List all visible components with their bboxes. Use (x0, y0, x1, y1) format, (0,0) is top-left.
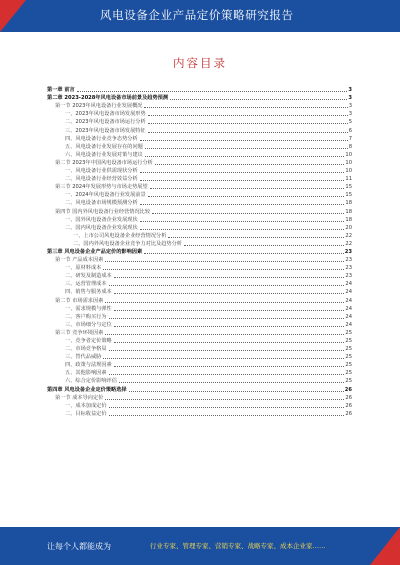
toc-entry-page: 18 (345, 208, 352, 215)
toc-entry-label: 第二章 2023-2028年风电设备市场前景及趋势预测 (47, 95, 169, 102)
toc-entry-page: 26 (344, 386, 352, 393)
toc-entry-page: 26 (345, 394, 352, 401)
toc-entry[interactable] (47, 361, 352, 369)
toc-entry-page: 23 (345, 273, 352, 280)
toc-leader-dots (109, 350, 345, 351)
toc-entry-label: 第三章 风电设备企业产品定价的影响因素 (47, 248, 143, 255)
toc-entry[interactable] (47, 86, 352, 94)
toc-entry-page: 3 (348, 111, 352, 118)
toc-entry-label: 第二节 市场需求因素 (55, 297, 104, 304)
toc-entry[interactable] (47, 248, 352, 256)
toc-entry-page: 25 (345, 346, 352, 353)
toc-entry-page: 20 (345, 224, 352, 231)
toc-entry[interactable] (47, 280, 352, 288)
toc-entry[interactable] (47, 118, 352, 126)
toc-entry[interactable] (47, 110, 352, 118)
toc-entry-label: 四、销售与服务成本 (65, 289, 112, 296)
toc-entry-page: 25 (345, 370, 352, 377)
toc-entry-page: 25 (345, 338, 352, 344)
report-header (0, 0, 400, 32)
toc-entry-page: 18 (345, 216, 352, 223)
toc-entry-label: 一、竞争者定价策略 (65, 338, 112, 344)
toc-entry-page: 3 (348, 95, 352, 102)
toc-entry-label: 二、风电设备行业经营效益分析 (65, 176, 138, 183)
toc-leader-dots (140, 221, 345, 222)
toc-leader-dots (145, 148, 348, 149)
toc-entry[interactable] (47, 402, 352, 410)
toc-entry-label: 二、国内外风电设备企业竞争力对比及趋势分析 (73, 240, 182, 247)
toc-entry-label: 二、目标收益定价 (65, 410, 107, 417)
toc-entry-page: 23 (345, 265, 352, 272)
toc-entry[interactable] (47, 216, 352, 224)
toc-leader-dots (114, 326, 345, 327)
toc-leader-dots (168, 237, 344, 238)
toc-entry-label: 第二节 2023年中国风电设备市场运行分析 (55, 159, 153, 166)
toc-entry-label: 一、国外风电设备企业发展现状 (65, 216, 138, 223)
toc-entry-page: 25 (345, 378, 352, 385)
toc-leader-dots (119, 382, 345, 383)
toc-entry[interactable] (47, 167, 352, 175)
toc-leader-dots (140, 204, 345, 205)
toc-entry-label: 一、成本加成定价 (65, 402, 107, 409)
toc-entry-page: 10 (345, 151, 352, 158)
toc-entry[interactable] (47, 337, 352, 345)
toc-leader-dots (148, 123, 348, 124)
footer-lead: 让每个人都能成为 (47, 542, 111, 551)
toc-leader-dots (140, 140, 348, 141)
toc-entry[interactable] (47, 191, 352, 199)
toc-entry-page: 8 (348, 143, 352, 150)
toc-entry[interactable] (47, 126, 352, 134)
toc-entry[interactable] (47, 296, 352, 304)
toc-entry-page: 26 (345, 402, 352, 409)
toc-leader-dots (150, 188, 345, 189)
toc-leader-dots (129, 391, 344, 392)
toc-leader-dots (170, 99, 347, 100)
toc-entry[interactable] (47, 329, 352, 337)
toc-entry[interactable] (47, 353, 352, 361)
toc-entry-label: 五、其他影响因素 (65, 370, 107, 377)
toc-entry[interactable] (47, 288, 352, 296)
toc-entry[interactable] (47, 410, 352, 418)
toc-entry-page: 3 (348, 87, 352, 94)
toc-entry-label: 一、2023年风电设备市场发展形势 (65, 111, 146, 118)
toc-leader-dots (105, 302, 344, 303)
toc-entry[interactable] (47, 321, 352, 329)
toc-entry[interactable] (47, 175, 352, 183)
toc-leader-dots (155, 164, 345, 165)
toc-entry-label: 五、风电设备行业发展存在的问题 (65, 143, 143, 150)
toc-entry-page: 15 (345, 192, 352, 199)
toc-leader-dots (114, 342, 345, 343)
toc-entry[interactable] (47, 345, 352, 353)
toc-leader-dots (105, 261, 344, 262)
toc-leader-dots (109, 285, 345, 286)
toc-entry[interactable] (47, 135, 352, 143)
toc-leader-dots (144, 253, 344, 254)
toc-entry-label: 一、需求规模与弹性 (65, 305, 112, 312)
footer-accent (370, 527, 400, 565)
toc-entry-label: 第一节 成本导向定价 (55, 394, 104, 401)
toc-entry[interactable] (47, 305, 352, 313)
report-footer (0, 527, 400, 565)
toc-leader-dots (184, 245, 344, 246)
toc-entry-label: 第三节 2024年发展形势与市场走势展望 (55, 184, 148, 191)
toc-leader-dots (114, 310, 345, 311)
toc-leader-dots (140, 172, 345, 173)
toc-leader-dots (148, 196, 345, 197)
toc-entry-page: 22 (345, 240, 352, 247)
toc-entry-page: 18 (345, 200, 352, 207)
toc-entry[interactable] (47, 240, 352, 248)
toc-entry-page: 24 (345, 321, 352, 328)
toc-entry-label: 第一节 产品成本因素 (55, 257, 104, 264)
footer-tagline: 行业专家、管理专家、营销专家、战略专家、成本企业家…… (150, 542, 326, 550)
toc-entry[interactable] (47, 232, 352, 240)
toc-entry[interactable] (47, 313, 352, 321)
report-title: 风电设备企业产品定价策略研究报告 (100, 8, 294, 22)
toc-entry-label: 三、2023年风电设备市场发展特征 (65, 127, 146, 134)
toc-entry-page: 24 (345, 313, 352, 320)
toc-heading: 内容目录 (173, 56, 227, 70)
toc-leader-dots (109, 415, 345, 416)
toc-entry-label: 二、2023年风电设备市场运行分析 (65, 119, 146, 126)
toc-entry-page: 24 (345, 297, 352, 304)
toc-leader-dots (109, 318, 345, 319)
header-accent (0, 0, 26, 32)
toc-entry-page: 10 (345, 159, 352, 166)
toc-entry-label: 一、风电设备行业供需现状分析 (65, 168, 138, 175)
toc-leader-dots (148, 132, 348, 133)
toc-entry-label: 六、风电设备行业发展对策与建议 (65, 151, 143, 158)
toc-leader-dots (140, 229, 345, 230)
toc-entry-label: 四、风电设备行业竞争态势分析 (65, 135, 138, 142)
toc-leader-dots (114, 366, 345, 367)
toc-entry-label: 第一章 前言 (47, 87, 75, 94)
toc-entry-label: 一、2024年风电设备行业发展前景 (65, 192, 146, 199)
table-of-contents (47, 86, 352, 418)
toc-entry[interactable] (47, 272, 352, 280)
toc-entry-label: 四、政策与法规因素 (65, 362, 112, 369)
toc-entry[interactable] (47, 102, 352, 110)
toc-leader-dots (105, 334, 344, 335)
toc-entry-page: 7 (348, 135, 352, 142)
toc-entry[interactable] (47, 151, 352, 159)
toc-entry-page: 11 (345, 176, 352, 183)
toc-leader-dots (77, 91, 348, 92)
toc-leader-dots (103, 269, 344, 270)
toc-entry-page: 23 (344, 248, 352, 255)
toc-entry-page: 15 (345, 184, 352, 191)
toc-entry-label: 第四节 国内外风电设备行业经营情况比较 (55, 208, 151, 215)
toc-entry[interactable] (47, 394, 352, 402)
toc-entry-page: 23 (345, 257, 352, 264)
toc-leader-dots (105, 399, 344, 400)
toc-entry-label: 一、上市公司风电设备企业经营情况分析 (73, 232, 167, 239)
toc-entry-page: 10 (345, 168, 352, 175)
toc-entry[interactable] (47, 143, 352, 151)
toc-entry-page: 25 (345, 329, 352, 336)
toc-entry[interactable] (47, 377, 352, 385)
toc-leader-dots (114, 277, 345, 278)
toc-leader-dots (148, 115, 348, 116)
toc-leader-dots (109, 374, 345, 375)
toc-entry-page: 24 (345, 289, 352, 296)
toc-entry-label: 一、原材料成本 (65, 265, 102, 272)
toc-entry-label: 二、风电设备市场规模预测分析 (65, 200, 138, 207)
toc-entry[interactable] (47, 183, 352, 191)
toc-entry-label: 六、综合定价影响评估 (65, 378, 117, 385)
toc-leader-dots (109, 407, 345, 408)
toc-entry-label: 三、运营管理成本 (65, 281, 107, 288)
toc-entry-page: 25 (345, 354, 352, 361)
toc-entry-page: 22 (345, 232, 352, 239)
toc-entry[interactable] (47, 264, 352, 272)
toc-entry-label: 三、市场细分与定位 (65, 321, 112, 328)
toc-leader-dots (145, 156, 345, 157)
toc-entry-page: 5 (348, 119, 352, 126)
toc-leader-dots (152, 213, 344, 214)
toc-entry-label: 三、替代品威胁 (65, 354, 102, 361)
toc-entry-label: 二、客户购买行为 (65, 313, 107, 320)
toc-entry[interactable] (47, 159, 352, 167)
toc-leader-dots (114, 293, 345, 294)
toc-entry-page: 24 (345, 281, 352, 288)
toc-entry-label: 第三节 竞争环境因素 (55, 329, 104, 336)
toc-leader-dots (144, 107, 347, 108)
toc-entry[interactable] (47, 224, 352, 232)
toc-leader-dots (103, 358, 344, 359)
toc-entry[interactable] (47, 199, 352, 207)
toc-entry-page: 25 (345, 362, 352, 369)
toc-entry-page: 24 (345, 305, 352, 312)
toc-entry-label: 二、研发及制造成本 (65, 273, 112, 280)
toc-entry[interactable] (47, 256, 352, 264)
toc-leader-dots (140, 180, 345, 181)
toc-entry-page: 26 (345, 410, 352, 417)
toc-entry[interactable] (47, 94, 352, 102)
toc-entry-label: 二、市场竞争格局 (65, 346, 107, 353)
toc-entry[interactable] (47, 385, 352, 393)
toc-entry[interactable] (47, 207, 352, 215)
toc-entry-label: 二、国内风电设备企业发展现状 (65, 224, 138, 231)
toc-entry-label: 第一节 2023年风电设备行业发展概况 (55, 103, 143, 110)
toc-entry-label: 第四章 风电设备企业定价策略选择 (47, 386, 127, 393)
toc-entry-page: 6 (348, 127, 352, 134)
toc-entry[interactable] (47, 369, 352, 377)
toc-entry-page: 3 (348, 103, 352, 110)
